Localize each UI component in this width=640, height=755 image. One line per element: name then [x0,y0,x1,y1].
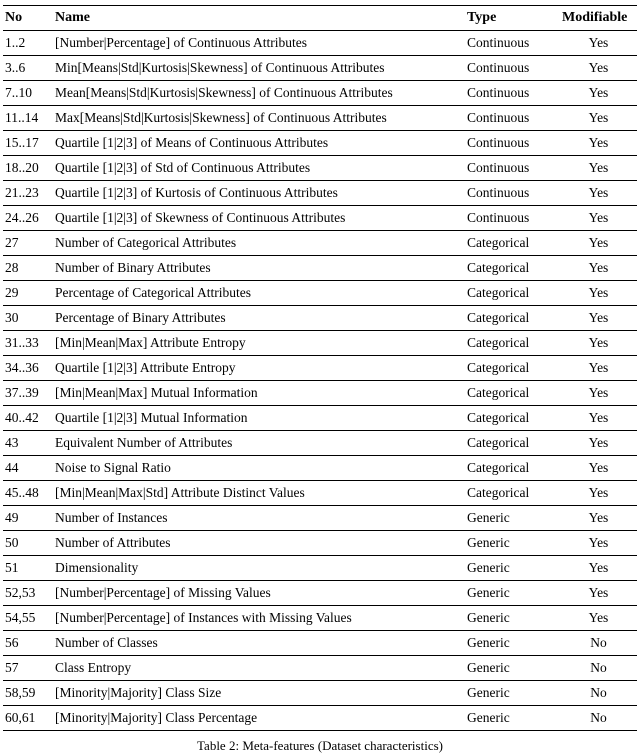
cell-name: Quartile [1|2|3] of Std of Continuous Attributes [53,156,465,181]
cell-no: 44 [3,456,53,481]
cell-name: [Min|Mean|Max] Attribute Entropy [53,331,465,356]
cell-no: 29 [3,281,53,306]
cell-name: [Number|Percentage] of Missing Values [53,581,465,606]
cell-type: Categorical [465,256,560,281]
table-row [3,306,637,331]
col-header-no: No [3,6,53,31]
cell-no: 31..33 [3,331,53,356]
cell-type: Categorical [465,456,560,481]
cell-no: 18..20 [3,156,53,181]
table-row [3,581,637,606]
cell-modifiable: Yes [560,106,637,131]
table-body [3,31,637,731]
table-row [3,181,637,206]
cell-no: 15..17 [3,131,53,156]
cell-type: Categorical [465,381,560,406]
cell-no: 54,55 [3,606,53,631]
table-row [3,456,637,481]
cell-no: 40..42 [3,406,53,431]
table-row [3,156,637,181]
cell-modifiable: Yes [560,206,637,231]
col-header-modifiable: Modifiable [560,6,637,31]
cell-type: Categorical [465,231,560,256]
cell-name: [Minority|Majority] Class Size [53,681,465,706]
cell-type: Continuous [465,106,560,131]
cell-name: Dimensionality [53,556,465,581]
cell-type: Categorical [465,306,560,331]
cell-no: 7..10 [3,81,53,106]
cell-modifiable: Yes [560,181,637,206]
header-row [3,6,637,31]
cell-no: 1..2 [3,31,53,56]
cell-name: Number of Binary Attributes [53,256,465,281]
cell-no: 11..14 [3,106,53,131]
cell-modifiable: Yes [560,581,637,606]
cell-type: Categorical [465,481,560,506]
table-row [3,131,637,156]
cell-no: 52,53 [3,581,53,606]
cell-modifiable: Yes [560,406,637,431]
cell-no: 49 [3,506,53,531]
cell-name: Max[Means|Std|Kurtosis|Skewness] of Continuous Attributes [53,106,465,131]
cell-modifiable: Yes [560,456,637,481]
table-row [3,431,637,456]
cell-type: Continuous [465,56,560,81]
cell-name: Mean[Means|Std|Kurtosis|Skewness] of Continuous Attributes [53,81,465,106]
cell-no: 3..6 [3,56,53,81]
cell-modifiable: Yes [560,131,637,156]
table-row [3,31,637,56]
cell-name: Min[Means|Std|Kurtosis|Skewness] of Continuous Attributes [53,56,465,81]
cell-no: 60,61 [3,706,53,731]
cell-name: [Number|Percentage] of Continuous Attributes [53,31,465,56]
table-row [3,406,637,431]
table-row [3,81,637,106]
cell-type: Categorical [465,431,560,456]
cell-type: Generic [465,606,560,631]
cell-type: Continuous [465,156,560,181]
cell-name: Number of Classes [53,631,465,656]
table-row [3,631,637,656]
cell-name: Quartile [1|2|3] of Kurtosis of Continuous Attributes [53,181,465,206]
cell-no: 21..23 [3,181,53,206]
cell-type: Continuous [465,181,560,206]
table-row [3,481,637,506]
table-row [3,56,637,81]
cell-type: Generic [465,581,560,606]
cell-type: Generic [465,656,560,681]
table-row [3,106,637,131]
cell-no: 56 [3,631,53,656]
cell-type: Continuous [465,81,560,106]
cell-no: 28 [3,256,53,281]
table-row [3,231,637,256]
cell-type: Categorical [465,356,560,381]
cell-no: 27 [3,231,53,256]
cell-modifiable: Yes [560,306,637,331]
table-row [3,531,637,556]
cell-type: Generic [465,681,560,706]
cell-modifiable: Yes [560,156,637,181]
table-row [3,281,637,306]
cell-modifiable: No [560,681,637,706]
cell-type: Categorical [465,281,560,306]
table-row [3,681,637,706]
cell-modifiable: Yes [560,381,637,406]
cell-type: Generic [465,556,560,581]
cell-modifiable: Yes [560,356,637,381]
cell-modifiable: Yes [560,481,637,506]
cell-modifiable: Yes [560,281,637,306]
cell-no: 50 [3,531,53,556]
cell-no: 58,59 [3,681,53,706]
cell-name: Quartile [1|2|3] Mutual Information [53,406,465,431]
cell-name: Number of Attributes [53,531,465,556]
cell-name: Percentage of Binary Attributes [53,306,465,331]
table-row [3,381,637,406]
cell-no: 24..26 [3,206,53,231]
table-row [3,356,637,381]
cell-modifiable: Yes [560,606,637,631]
col-header-type: Type [465,6,560,31]
cell-modifiable: Yes [560,431,637,456]
table-row [3,606,637,631]
table-row [3,256,637,281]
cell-no: 34..36 [3,356,53,381]
cell-name: Number of Instances [53,506,465,531]
cell-type: Continuous [465,206,560,231]
cell-name: Number of Categorical Attributes [53,231,465,256]
cell-modifiable: Yes [560,56,637,81]
cell-name: Quartile [1|2|3] of Means of Continuous Attributes [53,131,465,156]
cell-name: Quartile [1|2|3] of Skewness of Continuous Attributes [53,206,465,231]
cell-modifiable: Yes [560,556,637,581]
cell-modifiable: No [560,656,637,681]
cell-modifiable: Yes [560,531,637,556]
cell-name: [Minority|Majority] Class Percentage [53,706,465,731]
cell-no: 51 [3,556,53,581]
cell-modifiable: Yes [560,256,637,281]
table-caption: Table 2: Meta-features (Dataset characteristics) [197,738,443,753]
table-row [3,656,637,681]
cell-type: Continuous [465,131,560,156]
meta-features-table [3,5,637,731]
cell-no: 43 [3,431,53,456]
cell-name: Noise to Signal Ratio [53,456,465,481]
cell-name: [Number|Percentage] of Instances with Missing Values [53,606,465,631]
table-row [3,206,637,231]
cell-modifiable: Yes [560,31,637,56]
cell-no: 30 [3,306,53,331]
col-header-name: Name [53,6,465,31]
cell-no: 57 [3,656,53,681]
cell-no: 37..39 [3,381,53,406]
cell-name: [Min|Mean|Max|Std] Attribute Distinct Values [53,481,465,506]
cell-name: [Min|Mean|Max] Mutual Information [53,381,465,406]
cell-type: Continuous [465,31,560,56]
cell-modifiable: Yes [560,81,637,106]
cell-name: Percentage of Categorical Attributes [53,281,465,306]
cell-type: Categorical [465,406,560,431]
table-row [3,556,637,581]
cell-type: Generic [465,706,560,731]
cell-modifiable: Yes [560,506,637,531]
cell-modifiable: Yes [560,231,637,256]
cell-name: Class Entropy [53,656,465,681]
cell-modifiable: No [560,706,637,731]
table-row [3,331,637,356]
table-row [3,506,637,531]
table-row [3,706,637,731]
cell-modifiable: No [560,631,637,656]
cell-type: Generic [465,506,560,531]
cell-modifiable: Yes [560,331,637,356]
cell-no: 45..48 [3,481,53,506]
cell-name: Quartile [1|2|3] Attribute Entropy [53,356,465,381]
table-header [3,6,637,31]
cell-type: Categorical [465,331,560,356]
cell-type: Generic [465,631,560,656]
cell-name: Equivalent Number of Attributes [53,431,465,456]
cell-type: Generic [465,531,560,556]
